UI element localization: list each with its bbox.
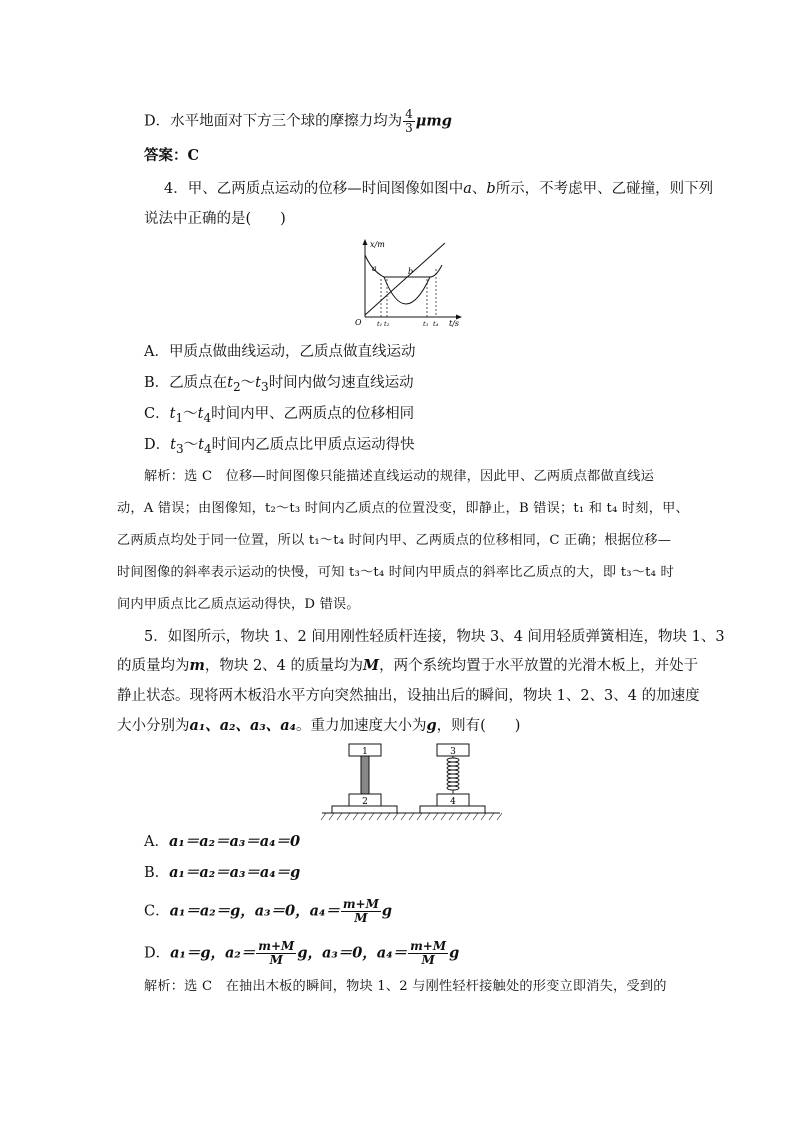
option-label: D． xyxy=(144,437,171,453)
q3-option-d-fraction xyxy=(403,108,415,135)
var-g: g xyxy=(381,902,393,920)
text: ，则有( ) xyxy=(436,718,521,734)
fraction-denominator: M xyxy=(354,911,368,925)
q4-option-d xyxy=(144,435,415,459)
q4-var-b: b xyxy=(486,181,496,197)
q5-option-d-expr-mid: g，a₃＝0，a₄＝ xyxy=(297,944,408,962)
ground-hatch xyxy=(321,813,502,820)
tilde: ～ xyxy=(183,437,199,453)
q4-stem-text: 4．甲、乙两质点运动的位移—时间图像如图中 xyxy=(164,181,464,197)
q4-option-c xyxy=(144,404,414,428)
origin-label: O xyxy=(355,318,362,327)
q5-option-d-expr: a₁＝g，a₂＝ xyxy=(170,944,256,962)
y-axis-arrow xyxy=(363,239,368,245)
q4-solution-line5: 间内甲质点比乙质点运动得快，D 错误。 xyxy=(117,597,360,612)
q4-solution-line3: 乙两质点均处于同一位置，所以 t₁～t₄ 时间内甲、乙两质点的位移相同，C 正确；根据位移— xyxy=(117,533,672,548)
fraction-denominator: 3 xyxy=(405,121,413,135)
var-M: M xyxy=(363,657,380,674)
q4-stem-sep: 、 xyxy=(471,181,487,197)
q5-option-b xyxy=(144,863,300,883)
q5-stem-line3: 静止状态。现将两木板沿水平方向突然抽出，设抽出后的瞬间，物块 1、2、3、4 的加速度 xyxy=(117,688,700,704)
q3-answer: 答案：C xyxy=(144,147,200,164)
x-axis-label: t/s xyxy=(449,319,460,328)
text: 的质量均为 xyxy=(117,658,190,674)
q4-option-b xyxy=(144,373,414,397)
text: ，两个系统均置于水平放置的光滑木板上，并处于 xyxy=(379,658,699,674)
option-label: B． xyxy=(144,865,170,881)
sub-4: 4 xyxy=(203,441,212,456)
text: 。重力加速度大小为 xyxy=(295,718,427,734)
rigid-rod xyxy=(361,756,369,794)
sub-4: 4 xyxy=(203,410,212,425)
block-1-label: 1 xyxy=(362,747,368,757)
option-label: D． xyxy=(144,945,171,962)
sub-3: 3 xyxy=(175,441,184,456)
tick-t1: t₁ xyxy=(377,320,383,328)
q3-option-d xyxy=(144,108,452,135)
q4-xt-graph xyxy=(350,235,490,335)
q4-option-a: A．甲质点做曲线运动，乙质点做直线运动 xyxy=(144,344,416,360)
q5-option-d-fraction-1 xyxy=(256,940,296,967)
var-t: t xyxy=(169,406,176,422)
fraction-numerator: 4 xyxy=(405,107,413,121)
accelerations: a₁、a₂、a₃、a₄ xyxy=(189,717,296,734)
text: ，物块 2、4 的质量均为 xyxy=(204,658,364,674)
sub-3: 3 xyxy=(261,379,269,394)
q5-option-c-expr: a₁＝a₂＝g，a₃＝0，a₄＝ xyxy=(169,902,340,920)
right-board xyxy=(420,806,485,813)
curve-b-dip xyxy=(384,277,430,304)
tilde: ～ xyxy=(183,406,198,422)
y-axis-label: x/m xyxy=(370,240,385,249)
block-4-label: 4 xyxy=(450,797,456,807)
tilde: ～ xyxy=(240,375,256,391)
q4-stem-text-end: 所示，不考虑甲、乙碰撞，则下列 xyxy=(495,181,714,197)
option-label: C． xyxy=(144,406,170,422)
q3-option-d-text: D．水平地面对下方三个球的摩擦力均为 xyxy=(144,113,403,130)
q4-stem-line2: 说法中正确的是( ) xyxy=(144,211,286,227)
curve-a-label: a xyxy=(372,264,377,273)
q4-solution-line4: 时间图像的斜率表示运动的快慢，可知 t₃～t₄ 时间内甲质点的斜率比乙质点的大，即 t₃～t₄ 时 xyxy=(117,565,674,580)
var-t: t xyxy=(227,375,233,391)
q5-stem-line4 xyxy=(117,716,520,736)
q4-option-c-text: 时间内甲、乙两质点的位移相同 xyxy=(211,406,415,422)
q5-option-a-expr: a₁＝a₂＝a₃＝a₄＝0 xyxy=(168,833,301,850)
var-g: g xyxy=(426,717,437,734)
curve-b-label: b xyxy=(408,267,414,276)
q4-option-d-text: 时间内乙质点比甲质点运动得快 xyxy=(211,437,415,453)
tick-t4: t₄ xyxy=(433,320,439,328)
q5-stem-line1: 5．如图所示，物块 1、2 间用刚性轻质杆连接，物块 3、4 间用轻质弹簧相连，物块 1、3 xyxy=(144,629,725,645)
var-t: t xyxy=(170,437,176,453)
var-g: g xyxy=(449,944,460,962)
option-label: A． xyxy=(144,834,169,850)
q4-var-a: a xyxy=(463,181,472,197)
q4-option-b-text: B．乙质点在 xyxy=(144,375,228,391)
q5-option-d-fraction-2 xyxy=(408,940,448,967)
q5-option-d xyxy=(144,940,459,967)
q4-stem-line1 xyxy=(164,179,713,199)
sub-2: 2 xyxy=(232,379,241,394)
text: 大小分别为 xyxy=(117,718,190,734)
q5-option-a xyxy=(144,832,300,852)
q3-option-d-tail: μmg xyxy=(415,112,452,130)
q4-solution-line2: 动，A 错误；由图像知，t₂～t₃ 时间内乙质点的位置没变，即静止，B 错误；t₁ 和 t₄ 时刻，甲、 xyxy=(117,501,689,516)
fraction-denominator: M xyxy=(269,953,283,967)
q5-solution-line1: 解析：选 C 在抽出木板的瞬间，物块 1、2 与刚性轻杆接触处的形变立即消失，受到的 xyxy=(144,979,667,994)
var-t: t xyxy=(255,375,261,391)
fraction-numerator: m+M xyxy=(342,897,379,911)
q5-option-c-fraction xyxy=(341,898,381,925)
q4-solution-line1: 解析：选 C 位移—时间图像只能描述直线运动的规律，因此甲、乙两质点都做直线运 xyxy=(144,469,655,484)
q5-option-b-expr: a₁＝a₂＝a₃＝a₄＝g xyxy=(169,864,301,881)
fraction-denominator: M xyxy=(421,953,435,967)
option-label: C． xyxy=(144,903,170,920)
block-3-label: 3 xyxy=(450,747,456,757)
spring xyxy=(447,756,459,794)
fraction-numerator: m+M xyxy=(410,939,447,953)
var-t: t xyxy=(197,406,204,422)
sub-1: 1 xyxy=(175,410,184,425)
q5-option-c xyxy=(144,898,392,925)
q4-option-b-text-end: 时间内做匀速直线运动 xyxy=(268,375,414,391)
block-2-label: 2 xyxy=(362,797,368,807)
left-board xyxy=(332,806,397,813)
fraction-numerator: m+M xyxy=(258,939,295,953)
var-m: m xyxy=(189,657,205,674)
q5-blocks-figure xyxy=(320,743,505,828)
var-t: t xyxy=(198,437,204,453)
tick-t3: t₃ xyxy=(423,320,429,328)
tick-t2: t₂ xyxy=(384,320,390,328)
q5-stem-line2 xyxy=(117,656,698,676)
